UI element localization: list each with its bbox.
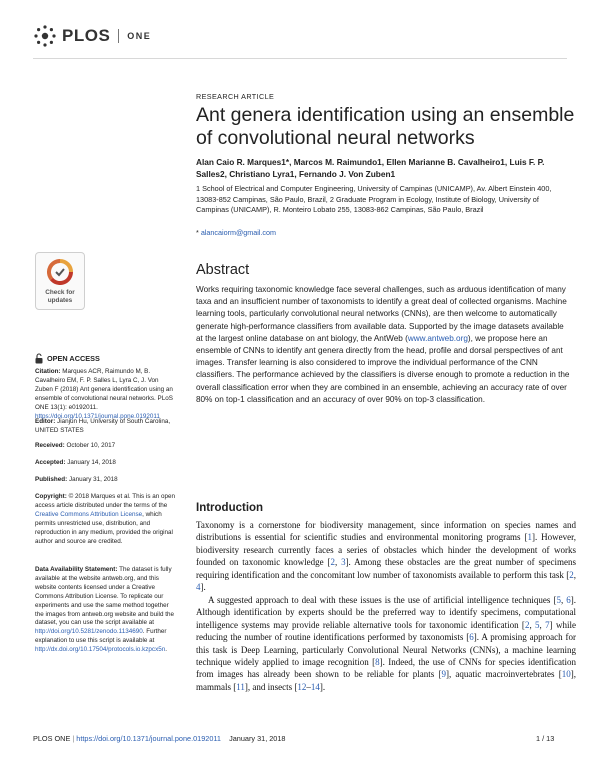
reference-link[interactable]: 2 (330, 557, 335, 568)
plos-dotted-circle-icon (33, 24, 57, 48)
header-divider (33, 58, 567, 59)
article-title: Ant genera identification using an ensemble of convolutional neural networks (196, 104, 575, 149)
abstract-body (196, 284, 572, 406)
reference-link[interactable]: 14 (310, 681, 320, 692)
journal-logo[interactable] (33, 24, 151, 48)
reference-link[interactable]: 2 (524, 619, 530, 630)
check-for-updates-badge[interactable] (35, 252, 85, 310)
reference-link[interactable]: 7 (545, 619, 550, 630)
reference-link[interactable]: 4 (196, 582, 201, 593)
cc-license-link[interactable]: Creative Commons Attribution License (35, 510, 143, 518)
reference-link[interactable]: 12 (297, 681, 307, 692)
journal-name: ONE (127, 31, 152, 41)
reference-link[interactable]: 10 (561, 669, 571, 680)
reference-link[interactable]: 5 (535, 619, 540, 630)
protocols-link[interactable]: http://dx.doi.org/10.17504/protocols.io.kzpcx5n (35, 646, 166, 654)
reference-link[interactable]: 9 (441, 669, 446, 680)
footer-separator: | (72, 734, 75, 743)
reference-link[interactable]: 5 (556, 594, 561, 605)
introduction-heading: Introduction (196, 502, 264, 514)
corresponding-email-link[interactable]: alancaiorm@gmail.com (200, 228, 277, 237)
citation-doi-link[interactable]: https://doi.org/10.1371/journal.pone.0192011 (35, 412, 160, 420)
intro-paragraph-2: A suggested approach to deal with these issues is the use of artificial intelligence techniques [5, 6]. Although identification by experts should be the preferred way to identify specimens, computational intelligence systems may provide reliable alternative tools for taxonomic identification [2, 5, 7] while reducing the number of routine identifications performed by taxonomists [6]. A promising approach for this task is Deep Learning, particularly Convolutional Neural Networks (CNNs), a machine learning technique widely applied to image recognition [8]. Indeed, the use of CNNs for species identification from images has already been shown to be reliable for plants [9], aquatic macroinvertebrates [10], mammals [11], and insects [12–14]. (196, 594, 577, 692)
page-footer (33, 734, 285, 743)
open-access-text: OPEN ACCESS (47, 354, 100, 363)
check-updates-icon (47, 259, 73, 285)
published-date: Published: January 31, 2018 (35, 476, 118, 483)
received-date: Received: October 10, 2017 (35, 442, 116, 449)
antweb-link[interactable]: www.antweb.org (407, 333, 468, 343)
footer-doi-link[interactable]: https://doi.org/10.1371/journal.pone.0192011 (76, 734, 221, 743)
corresponding-author (196, 228, 276, 237)
abstract-text-2: ), we propose here an ensemble of CNNs to identify ant genera directly from the head, profile and dorsal perspectives of ant images. Transfer learning is also considered to improve the individual performance of the CNN classifiers. The performance achieved by the classifiers is diverse enough to promote a reduction in the overall classification error when they are combined in an ensemble, achieving an accuracy rate of over 80% on top-1 classification and an accuracy of over 90% on top-3 classification. (196, 333, 570, 404)
abstract-heading: Abstract (196, 262, 250, 278)
abstract-text-1: Works requiring taxonomic knowledge face several challenges, such as arduous identification of many taxa and an insufficient number of taxonomists to identify a great deal of collected organisms. Machine learning tools, particularly convolutional neural networks (CNNs), are then welcome to automatically generate high-performance classifiers from available data. Supported by the image datasets available at the largest online database on ant biology, the AntWeb ( (196, 285, 567, 343)
citation-block: Citation: Marques ACR, Raimundo M, B. Cavalheiro EM, F. P. Salles L, Lyra C, J. Von Zuben F (2018) Ant genera identification using an ensemble of convolutional neural networks. PLoS ONE 13(1): e0192011. https://doi.org/10.1371/journal.pone.0192011 (35, 368, 173, 420)
zenodo-link[interactable]: http://doi.org/10.5281/zenodo.1134690 (35, 628, 143, 636)
brand-name: PLOS (62, 26, 111, 45)
editor-block: Editor: Jianjun Hu, University of South Carolina, UNITED STATES (35, 418, 171, 434)
badge-line-1: Check for (45, 289, 75, 296)
reference-link[interactable]: 11 (236, 681, 245, 692)
footer-journal: PLOS ONE (33, 734, 71, 743)
data-availability-block: Data Availability Statement: The dataset is fully available at the website antweb.org, and this website contents licensed under a Creative Commons Attribution License. To replicate our experiments and use the same method together the images from antweb.org website and build the dataset, you can use the script available at http://doi.org/10.5281/zenodo.1134690. Further explanation to use this script is available at http://dx.doi.org/10.17504/protocols.io.kzpcx5n. (35, 566, 174, 654)
footer-date: January 31, 2018 (229, 734, 286, 743)
reference-link[interactable]: 6 (566, 594, 571, 605)
accepted-date: Accepted: January 14, 2018 (35, 459, 116, 466)
corresponding-mark: * (196, 228, 199, 237)
copyright-block: Copyright: © 2018 Marques et al. This is an open access article distributed under the terms of the Creative Commons Attribution License, which permits unrestricted use, distribution, and reproduction in any medium, provided the original author and source are credited. (35, 493, 175, 545)
badge-line-2: updates (47, 297, 73, 304)
affiliations: 1 School of Electrical and Computer Engineering, University of Campinas (UNICAMP), Av. Albert Einstein 400, 13083-852 Campinas, São Paulo, Brazil, 2 Graduate Program in Ecology, Institute of Biology, University of Campinas (UNICAMP), R. Monteiro Lobato 255, 13083-862 Campinas, São Paulo, Brazil (196, 184, 552, 214)
introduction-body (196, 519, 576, 693)
page-number: 1 / 13 (536, 734, 555, 743)
open-access-label (35, 353, 100, 364)
intro-paragraph-1: Taxonomy is a cornerstone for biodiversity management, since information on species names and distributions is essential for scientific studies and environmental monitoring programs [1]. However, biodiversity research currently faces a series of obstacles which hinder the development of works founded on taxonomic knowledge [2, 3]. Among these obstacles are the great number of specimens requiring identification and the concomitant low number of taxonomists available to perform this task [2, 4]. (196, 520, 577, 593)
reference-link[interactable]: 3 (341, 557, 346, 568)
reference-link[interactable]: 8 (375, 656, 380, 667)
logo-divider (118, 29, 119, 43)
reference-link[interactable]: 6 (469, 632, 474, 643)
reference-link[interactable]: 2 (569, 569, 574, 580)
article-type: RESEARCH ARTICLE (196, 92, 275, 101)
reference-link[interactable]: 1 (527, 532, 532, 543)
open-lock-icon (35, 353, 43, 364)
author-list: Alan Caio R. Marques1*, Marcos M. Raimundo1, Ellen Marianne B. Cavalheiro1, Luis F. P. Salles2, Christiano Lyra1, Fernando J. Von Zuben1 (196, 157, 545, 179)
